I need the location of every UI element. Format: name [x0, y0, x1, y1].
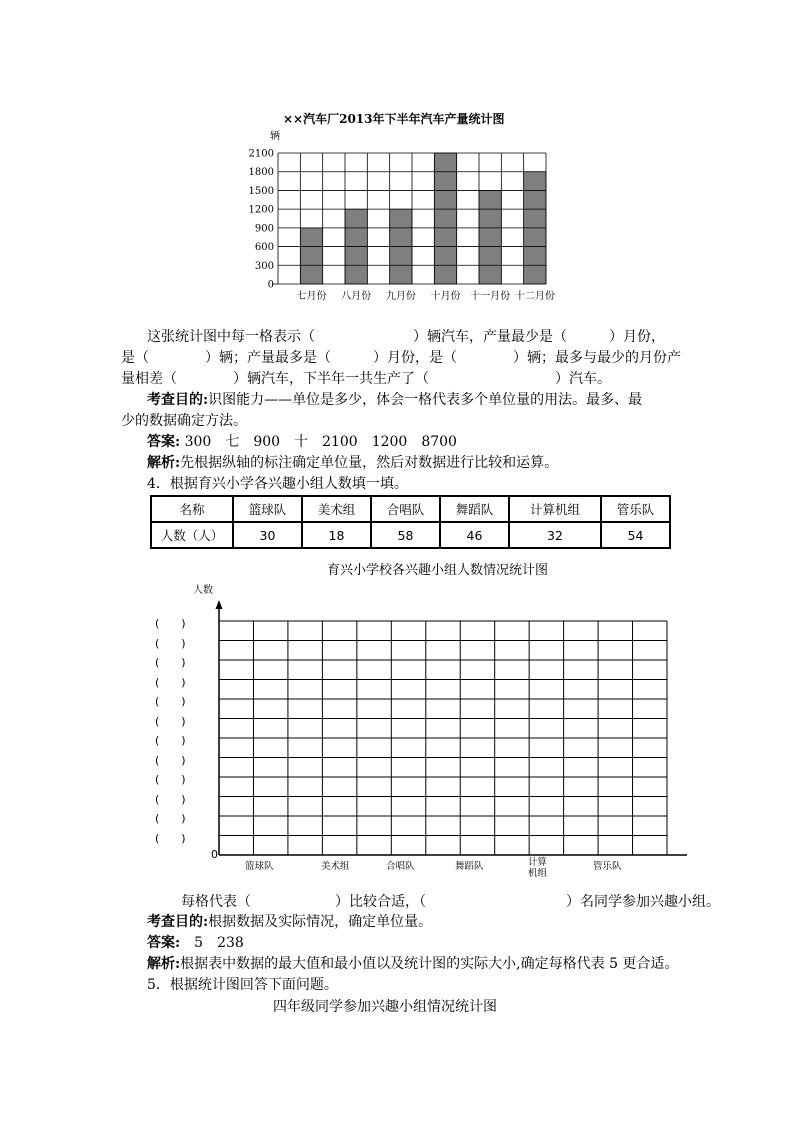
y-tick-label: 0	[267, 279, 274, 291]
table-cell: 18	[302, 522, 371, 548]
table-cell: 合唱队	[371, 496, 440, 522]
q3-line1: 这张统计图中每一格表示（ ）辆汽车，产量最少是（ ）月份，	[147, 329, 665, 345]
x-tick-label: 七月份	[296, 291, 327, 302]
yaxis-blank: ( )	[155, 812, 186, 825]
q4-origin: 0	[211, 848, 218, 861]
yaxis-blank: ( )	[155, 675, 186, 689]
table-cell: 美术组	[302, 496, 371, 522]
yaxis-blank: ( )	[155, 734, 186, 747]
bar-十月份	[434, 153, 456, 284]
yaxis-blank: ( )	[155, 656, 186, 669]
x-tick-label: 合唱队	[386, 861, 415, 872]
q4-purpose-text: 根据数据及实际情况，确定单位量。	[208, 914, 433, 930]
table-cell: 舞蹈队	[440, 496, 509, 522]
x-tick-label: 十月份	[430, 291, 461, 302]
yaxis-blank: ( )	[155, 714, 186, 728]
yaxis-blank: ( )	[155, 773, 186, 786]
x-tick-label: 十二月份	[514, 291, 555, 302]
q4-answer-label: 答案:	[147, 935, 181, 951]
yaxis-blank: ( )	[155, 617, 186, 630]
y-tick-label: 1500	[248, 185, 274, 197]
q3-analysis	[147, 453, 558, 473]
x-tick-label: 篮球队	[245, 861, 274, 872]
q3-purpose	[147, 390, 642, 410]
bar-七月份	[300, 228, 322, 284]
q4-analysis	[147, 954, 678, 974]
x-tick-label: 计算机组	[528, 857, 548, 879]
table-cell: 30	[233, 522, 302, 548]
q4-heading: 4．根据育兴小学各兴趣小组人数填一填。	[147, 476, 408, 492]
q4-blank-grid-chart	[205, 595, 705, 875]
q4-analysis-text: 根据表中数据的最大值和最小值以及统计图的实际大小,确定每格代表 5 更合适。	[180, 956, 679, 972]
x-tick-label: 十一月份	[470, 291, 511, 302]
q4-answer-text: 5 238	[180, 935, 244, 951]
table-cell: 32	[509, 522, 601, 548]
yaxis-blank: ( )	[155, 831, 186, 845]
q4-fill-line: 每格代表（ ）比较合适，（ ）名同学参加兴趣小组。	[181, 894, 720, 910]
q3-analysis-label: 解析:	[147, 455, 181, 471]
q3-answer-label: 答案:	[147, 434, 181, 450]
q5-chart-title: 四年级同学参加兴趣小组情况统计图	[273, 999, 497, 1015]
bar-十一月份	[479, 190, 501, 284]
x-tick-label: 八月份	[341, 291, 372, 302]
x-tick-label: 九月份	[385, 291, 416, 302]
q5-heading: 5．根据统计图回答下面问题。	[147, 977, 338, 993]
yaxis-blank: ( )	[155, 636, 186, 650]
yaxis-blank: ( )	[155, 695, 186, 708]
y-tick-label: 2100	[248, 148, 274, 160]
table-cell: 名称	[151, 496, 233, 522]
chart1-unit-label: 辆	[270, 131, 280, 142]
q4-chart-title: 育兴小学校各兴趣小组人数情况统计图	[327, 563, 549, 578]
q3-answer-text: 300 七 900 十 2100 1200 8700	[180, 434, 457, 450]
q4-purpose	[147, 912, 432, 932]
y-tick-label: 600	[254, 242, 274, 254]
yaxis-blank: ( )	[155, 753, 186, 767]
q3-line2: 是（ ）辆；产量最多是（ ）月份，是（ ）辆；最多与最少的月份产	[121, 350, 681, 366]
y-axis-arrow-icon	[216, 600, 223, 609]
table-header-row	[151, 496, 670, 522]
chart1-title: ××汽车厂2013年下半年汽车产量统计图	[283, 112, 505, 126]
x-tick-label: 美术组	[321, 861, 350, 872]
q3-purpose-text: 识图能力——单位是多少，体会一格代表多个单位量的用法。最多、最	[208, 392, 643, 408]
q4-data-table	[150, 495, 671, 549]
table-cell: 58	[371, 522, 440, 548]
table-cell: 54	[601, 522, 670, 548]
table-cell: 人数（人）	[151, 522, 233, 548]
q4-yaxis-label: 人数	[193, 585, 213, 596]
table-cell: 计算机组	[509, 496, 601, 522]
q4-purpose-label: 考查目的:	[147, 914, 209, 930]
q4-answer	[147, 933, 244, 953]
yaxis-blank: ( )	[155, 792, 186, 806]
chart1-bar-chart	[248, 133, 578, 313]
table-cell: 46	[440, 522, 509, 548]
y-tick-label: 900	[254, 223, 274, 235]
y-tick-label: 300	[254, 260, 274, 272]
x-tick-label: 管乐队	[593, 861, 622, 872]
table-cell: 管乐队	[601, 496, 670, 522]
y-tick-label: 1200	[248, 204, 274, 216]
q3-analysis-text: 先根据纵轴的标注确定单位量，然后对数据进行比较和运算。	[180, 455, 559, 471]
q3-purpose-label: 考查目的:	[147, 392, 209, 408]
q4-analysis-label: 解析:	[147, 956, 181, 972]
y-tick-label: 1800	[248, 167, 274, 179]
q3-line3: 量相差（ ）辆汽车，下半年一共生产了（ ）汽车。	[121, 371, 611, 387]
q3-answer	[147, 432, 457, 452]
table-row	[151, 522, 670, 548]
x-tick-label: 舞蹈队	[455, 861, 484, 872]
table-cell: 篮球队	[233, 496, 302, 522]
q3-purpose-line2: 少的数据确定方法。	[121, 413, 247, 429]
